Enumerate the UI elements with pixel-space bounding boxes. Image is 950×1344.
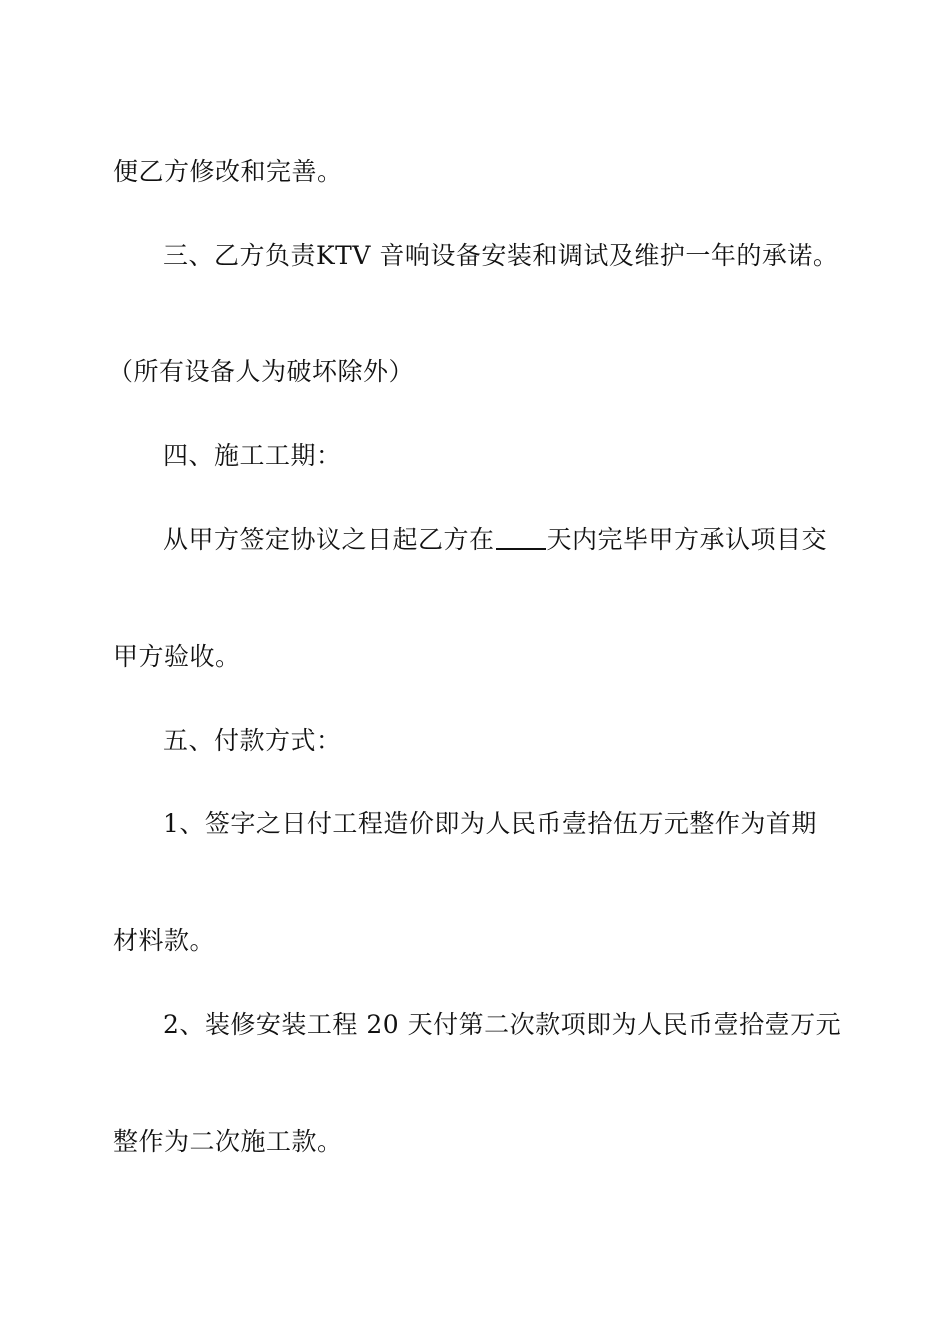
text-segment: 从甲方签定协议之日起乙方在	[163, 525, 495, 554]
text-line: 整作为二次施工款。	[113, 1127, 343, 1156]
text-line: 材料款。	[113, 926, 216, 955]
text-line: 甲方验收。	[113, 642, 241, 671]
clause-4-heading: 四、施工工期：	[163, 441, 342, 470]
payment-item-1: 1、签字之日付工程造价即为人民币壹拾伍万元整作为首期	[163, 809, 817, 838]
clause-3-heading: 三、乙方负责KTV 音响设备安装和调试及维护一年的承诺。	[163, 241, 839, 270]
blank-underline	[496, 526, 546, 550]
clause-5-heading: 五、付款方式：	[163, 726, 342, 755]
payment-item-2: 2、装修安装工程 20 天付第二次款项即为人民币壹拾壹万元	[163, 1010, 842, 1039]
construction-period-line	[163, 524, 827, 556]
text-line: （所有设备人为破坏除外）	[108, 357, 415, 386]
text-segment: 天内完毕甲方承认项目交	[546, 525, 828, 554]
text-line: 便乙方修改和完善。	[113, 157, 343, 186]
